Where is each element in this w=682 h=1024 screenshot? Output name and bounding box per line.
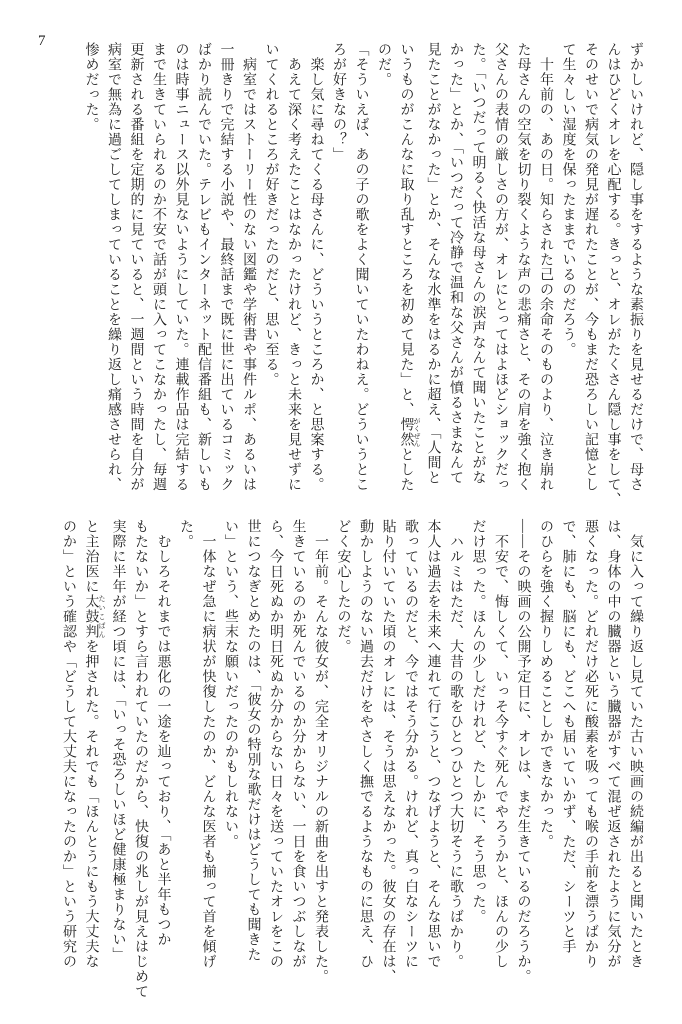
text-line: た母さんの空気を切り裂くような声の悲痛さと、その肩を強く抱く [515, 42, 531, 492]
ruby-annotation: 愕然 がくぜん [398, 417, 421, 447]
text-line: で、肺にも、脳にも、どこへも届いていかず、ただ、シーツと手 [560, 519, 576, 954]
text-block-bottom [57, 519, 647, 999]
text-line: のひらを強く握りしめることしかできなかった。 [538, 519, 553, 849]
text-line: 見たことがなかった」とか、そんな水準をはるかに超え、「人間と [425, 42, 441, 485]
text-line: ろが好きなの？」 [331, 42, 346, 162]
text-line: は、身体の中の臓器という臓器がすべて混ぜ返されたように気分が [605, 519, 621, 969]
text-line: 歌っているのだと、今ではそう分かる。けれど、真っ白なシーツに [403, 519, 418, 969]
text-line: 生きているのか死んでいるのか分からない、一日を食いつぶしなが [290, 519, 306, 969]
text-line: そのせいで病気の発見が遅れたことが、今もまだ恐ろしい記憶とし [583, 42, 598, 492]
text-line: た。 [178, 519, 193, 549]
text-line: ずかしいけれど、隠し事をするような素振りを見せるだけで、母さ [628, 42, 643, 492]
text-line: のだ。 [376, 42, 391, 87]
text-line: ――その映画の公開予定日に、オレは、まだ生きているのだろうか。 [515, 519, 531, 984]
text-line: のか」という確認や「どうして大丈夫になったのか」という研究の [61, 519, 76, 969]
text-line: のは時事ニュース以外見ないようにしていた。連載作品は完結する [173, 42, 189, 492]
text-line: 一体なぜ急に病状が快復したのか、どんな医者も揃って首を傾げ [200, 519, 216, 969]
text-line: あえて深く考えたことはなかったけれど、きっと未来を見せずに [286, 42, 301, 492]
text-line: 気に入って繰り返し見ていた古い映画の続編が出ると聞いたとき [628, 519, 643, 969]
text-block-top [79, 42, 646, 507]
text-line: 一年前。そんな彼女が、完全オリジナルの新曲を出すと発表した。 [313, 519, 328, 984]
text-line: ばかり読んでいた。テレビもインターネット配信番組も、新しいも [196, 42, 211, 492]
text-line: むしろそれまでは悪化の一途を辿っており、「あと半年もつか [155, 519, 171, 947]
text-line: 更新される番組を定期的に見ていると、一週間という時間を自分が [128, 42, 144, 492]
text-line: 惨めだった。 [83, 42, 99, 132]
text-line: 十年前の、あの日。知らされた己の余命そのものより、泣き崩れ [538, 42, 553, 492]
text-line: んはひどくオレを心配する。きっと、オレがたくさん隠し事をして、 [605, 42, 621, 507]
ruby-annotation: 太鼓判 たいこばん [83, 594, 106, 639]
text-line: い」という、些末な願いだったのかもしれない。 [223, 519, 238, 849]
text-line: 父さんの表情の厳しさの方が、オレにとってはよほどショックだっ [493, 42, 508, 492]
text-line: 病室で無為に過ごしてしまっていることを繰り返し痛感させられ、 [106, 42, 121, 492]
text-line: まで生きていられるのか不安で話が頭に入ってこなかったし、毎週 [151, 42, 166, 492]
text-line: 世につなぎとめたのは、「彼女の特別な歌だけはどうしても聞きた [245, 519, 261, 962]
text-line: 動かしようのない過去だけをやさしく撫でるようなものに思え、ひ [358, 519, 373, 969]
text-line: た。「いつだって明るく快活な母さんの涙声なんて聞いたことがな [470, 42, 486, 485]
text-line: 「そういえば、あの子の歌をよく聞いていたわねえ。どういうとこ [353, 42, 369, 492]
page-number: 7 [38, 33, 46, 49]
text-line: ハルミはただ、大昔の歌をひとつひとつ大切そうに歌うばかり。 [448, 519, 463, 969]
text-line: 悪くなった。どれだけ必死に酸素を吸っても喉の手前を漂うばかり [583, 519, 598, 969]
text-line: て生々しい湿度を保ったままでいるのだろう。 [560, 42, 576, 357]
text-line: いてくれるところが好きだったのだと、思い至る。 [263, 42, 279, 387]
text-line: だけ思った。ほんの少しだけれど、たしかに、そう思った。 [470, 519, 486, 924]
text-line: と主治医に太鼓判 たいこばんを押された。それでも「ほんとうにもう大丈夫な [83, 519, 106, 969]
text-line: 病室ではストーリー性のない図鑑や学術書や事件ルポ、あるいは [241, 42, 256, 492]
text-line: 一冊きりで完結する小説や、最終話まで既に世に出ているコミック [218, 42, 234, 492]
text-line: 実際に半年が経つ頃には、「いっそ恐ろしいほど健康極まりない」 [110, 519, 126, 962]
text-line: いうものがこんなに取り乱すところを初めて見た」と、愕然 がくぜんとした [398, 42, 421, 492]
text-line: ら、今日死ぬか明日死ぬか分からない日々を送っていたオレをこの [268, 519, 283, 969]
text-line: 貼り付いていた頃のオレには、そうは思えなかった。彼女の存在は、 [380, 519, 396, 984]
text-line: かった」とか、「いつだって冷静で温和な父さんが憤るさまなんて [448, 42, 463, 485]
text-line: どく安心したのだ。 [335, 519, 351, 654]
text-line: もたないか」とすら言われていたのだから、快復の兆しが見えはじめて [133, 519, 148, 999]
text-line: 不安で、悔しくて、いっそ今すぐ死んでやろうかと、ほんの少し [493, 519, 508, 969]
text-line: 本人は過去を未来へ連れて行こうと、つなげようと、そんな思いで [425, 519, 441, 969]
text-line: 楽し気に尋ねてくる母さんに、どういうところか、と思案する。 [308, 42, 324, 492]
